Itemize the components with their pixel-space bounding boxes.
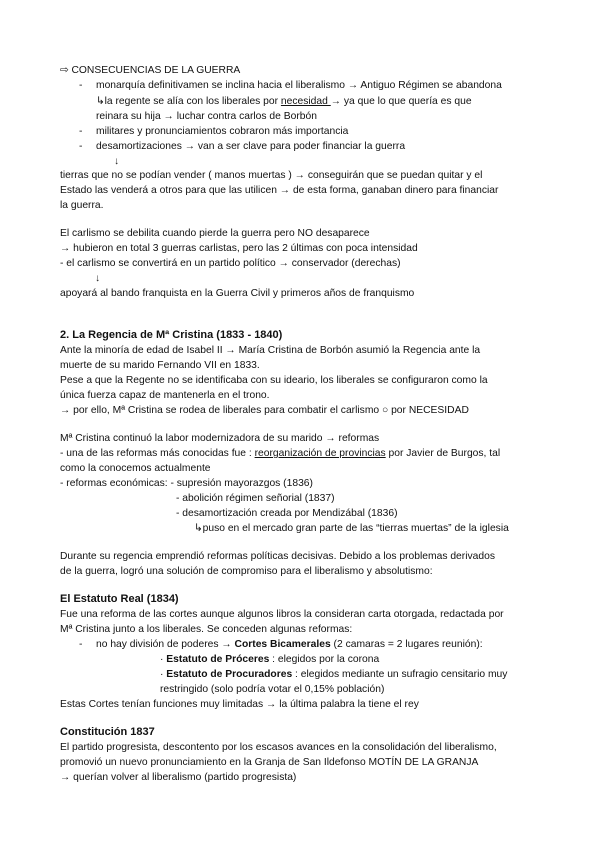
bullet-marker: - [79, 141, 83, 152]
paragraph-line: Durante su regencia emprendió reformas políticas decisivas. Debido a los problemas derivados [60, 551, 495, 562]
paragraph-line: como la conocemos actualmente [60, 463, 211, 474]
paragraph-line: El partido progresista, descontento por los escasos avances en la consolidación del liberalismo, [60, 742, 497, 753]
paragraph-line: la guerra. [60, 200, 104, 211]
sub-item-continuation: reinara su hija → luchar contra carlos de Borbón [96, 111, 317, 122]
bullet-marker: - [79, 80, 83, 91]
bullet-item: desamortizaciones → van a ser clave para poder financiar la guerra [96, 141, 406, 152]
section-heading-regencia: 2. La Regencia de Mª Cristina (1833 - 1840) [60, 329, 283, 341]
paragraph-line: Pese a que la Regente no se identificaba con su ideario, los liberales se configuraron como la [60, 375, 488, 386]
bullet-marker: - [79, 639, 83, 650]
bullet-item: monarquía definitivamen se inclina hacia el liberalismo → Antiguo Régimen se abandona [96, 80, 502, 91]
paragraph-line: única fuerza capaz de mantenerla en el trono. [60, 390, 270, 401]
paragraph-line: muerte de su marido Fernando VII en 1833. [60, 360, 260, 371]
paragraph-line: Mª Cristina junto a los liberales. Se conceden algunas reformas: [60, 624, 353, 635]
down-arrow: ↓ [95, 273, 101, 284]
paragraph-line: Ante la minoría de edad de Isabel II → María Cristina de Borbón asumió la Regencia ante la [60, 345, 481, 356]
sub-item: ↳la regente se alía con los liberales por necesidad → ya que lo que quería es que [96, 96, 472, 107]
paragraph-line: El carlismo se debilita cuando pierde la guerra pero NO desaparece [60, 228, 370, 239]
bullet-marker: - [79, 126, 83, 137]
paragraph-line: - una de las reformas más conocidas fue : reorganización de provincias por Javier de Burgos, tal [60, 448, 501, 459]
paragraph-line: Estado las venderá a otros para que las utilicen → de esta forma, ganaban dinero para financiar [60, 185, 499, 196]
paragraph-line: - el carlismo se convertirá en un partido político → conservador (derechas) [60, 258, 401, 269]
paragraph-line: Mª Cristina continuó la labor modernizadora de su marido → reformas [60, 433, 380, 444]
list-item: - abolición régimen señorial (1837) [176, 493, 335, 504]
sub-item: · Estatuto de Próceres : elegidos por la corona [160, 654, 380, 665]
paragraph-line: apoyará al bando franquista en la Guerra Civil y primeros años de franquismo [60, 288, 415, 299]
paragraph-line: tierras que no se podían vender ( manos muertas ) → conseguirán que se puedan quitar y el [60, 170, 483, 181]
paragraph-line: → por ello, Mª Cristina se rodea de liberales para combatir el carlismo ○ por NECESIDAD [60, 405, 469, 416]
section-heading-constitucion: Constitución 1837 [60, 726, 155, 738]
sub-item-continuation: restringido (solo podría votar el 0,15% población) [160, 684, 385, 695]
paragraph-line: promovió un nuevo pronunciamiento en la Granja de San Ildefonso MOTÍN DE LA GRANJA [60, 757, 479, 768]
bullet-item: militares y pronunciamientos cobraron más importancia [96, 126, 349, 137]
down-arrow: ↓ [114, 156, 120, 167]
bullet-item: no hay división de poderes → Cortes Bicamerales (2 camaras = 2 lugares reunión): [96, 639, 483, 650]
paragraph-line: Estas Cortes tenían funciones muy limitadas → la última palabra la tiene el rey [60, 699, 419, 710]
paragraph-line: → querían volver al liberalismo (partido progresista) [60, 772, 297, 783]
paragraph-line: - reformas económicas: - supresión mayorazgos (1836) [60, 478, 313, 489]
section-heading-consecuencias: ⇨ CONSECUENCIAS DE LA GUERRA [60, 65, 241, 76]
paragraph-line: de la guerra, logró una solución de compromiso para el liberalismo y absolutismo: [60, 566, 433, 577]
section-heading-estatuto: El Estatuto Real (1834) [60, 593, 179, 605]
list-item: - desamortización creada por Mendizábal (1836) [176, 508, 398, 519]
paragraph-line: Fue una reforma de las cortes aunque algunos libros la consideran carta otorgada, redactada por [60, 609, 504, 620]
sub-item: · Estatuto de Procuradores : elegidos mediante un sufragio censitario muy [160, 669, 508, 680]
sub-item: ↳puso en el mercado gran parte de las “tierras muertas” de la iglesia [194, 523, 509, 534]
paragraph-line: → hubieron en total 3 guerras carlistas, pero las 2 últimas con poca intensidad [60, 243, 418, 254]
